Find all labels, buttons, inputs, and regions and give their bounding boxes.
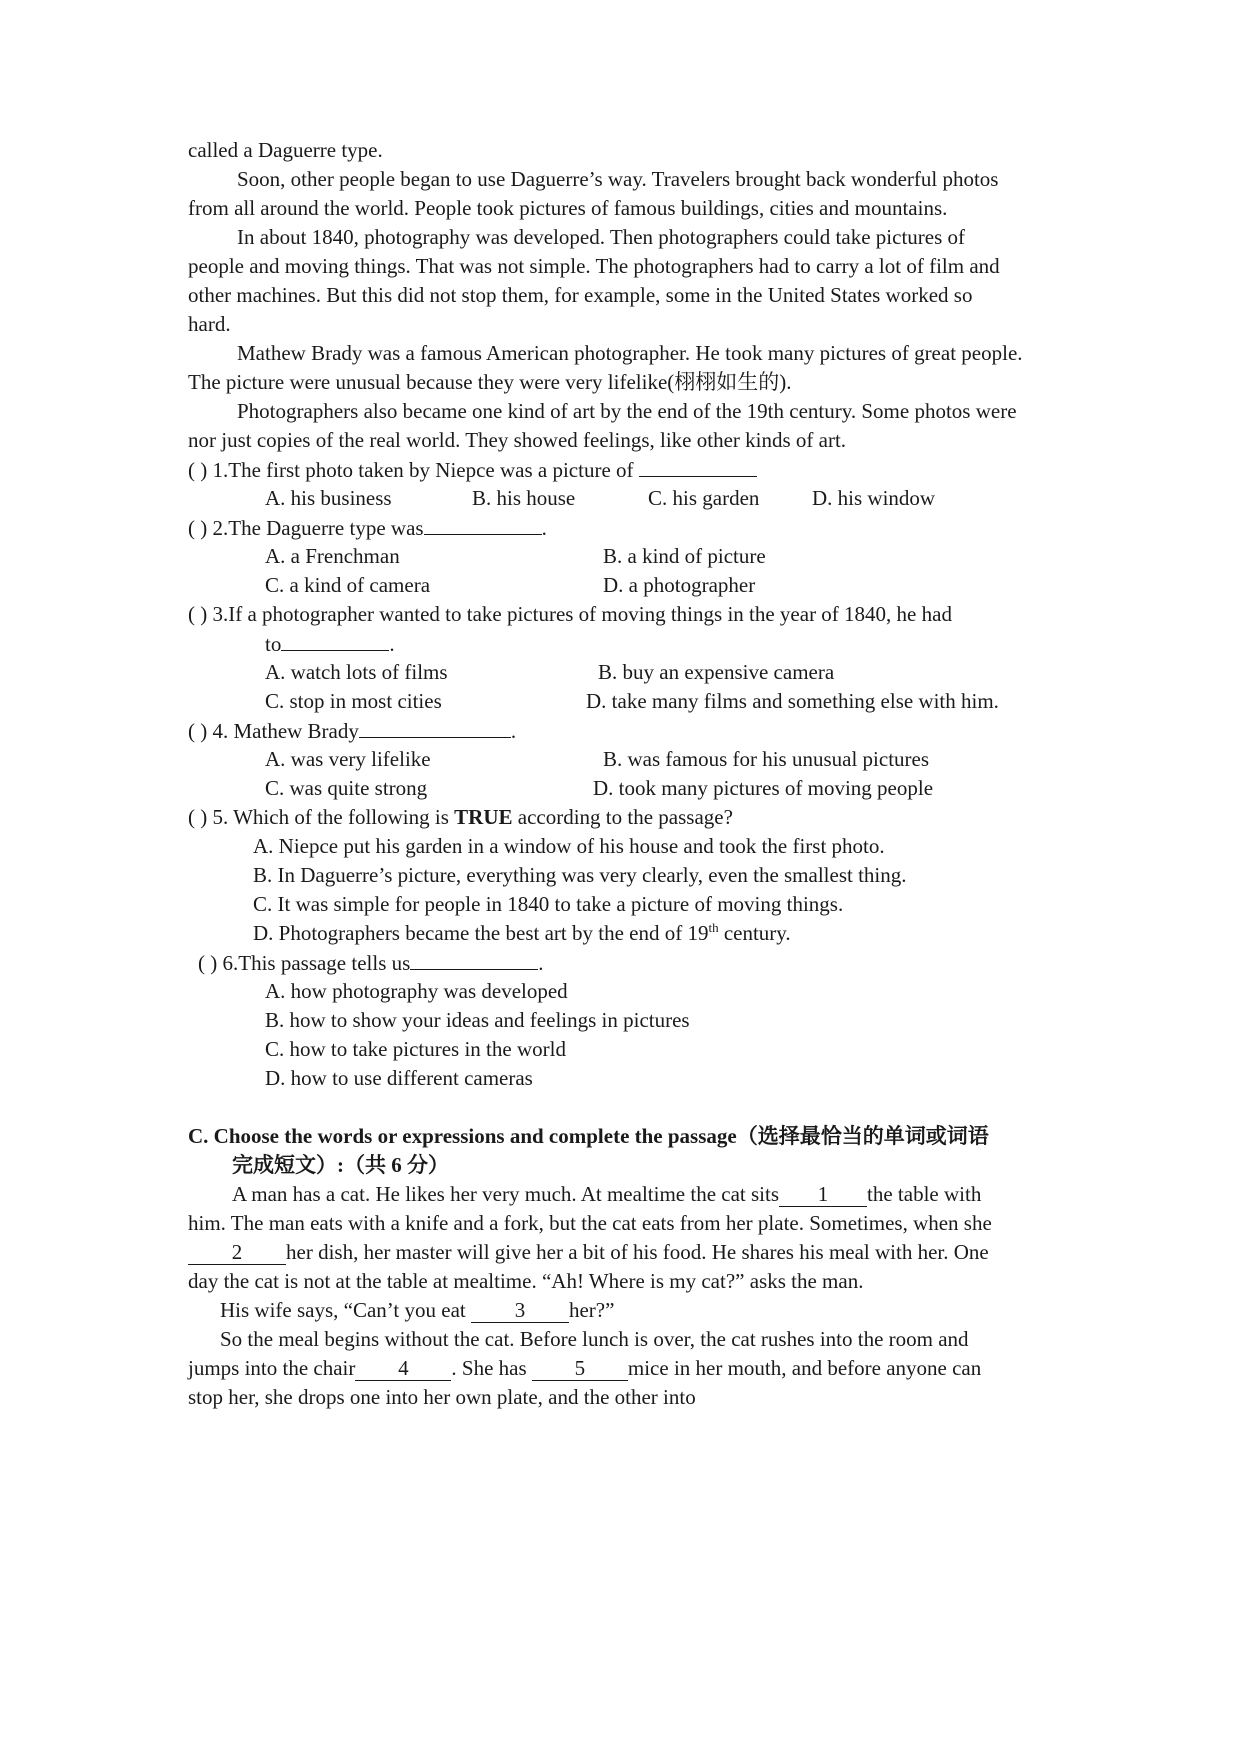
question-5-stem-end: according to the passage? <box>512 805 733 829</box>
q6-option-d: D. how to use different cameras <box>265 1066 533 1090</box>
passage-line: called a Daguerre type. <box>188 138 383 162</box>
section-c-heading-cont: 完成短文）:（共 6 分） <box>232 1153 449 1177</box>
passage-line: In about 1840, photography was developed. Then photographers could take pictures of <box>237 225 966 249</box>
q6-option-a: A. how photography was developed <box>265 979 568 1003</box>
cloze-text: her?” <box>568 1298 615 1322</box>
passage-line: Photographers also became one kind of art by the end of the 19th century. Some photos were <box>237 399 1017 423</box>
answer-blank[interactable] <box>281 628 389 651</box>
cloze-blank-1[interactable]: 1 <box>779 1182 867 1207</box>
answer-blank[interactable] <box>424 512 542 535</box>
answer-blank[interactable] <box>359 715 511 738</box>
q1-option-b: B. his house <box>472 486 576 510</box>
q5-option-b: B. In Daguerre’s picture, everything was very clearly, even the smallest thing. <box>253 863 907 887</box>
q5-option-d-text: D. Photographers became the best art by the end of 19 <box>253 921 709 945</box>
passage-line: nor just copies of the real world. They showed feelings, like other kinds of art. <box>188 428 847 452</box>
passage-line: Mathew Brady was a famous American photographer. He took many pictures of great people. <box>237 341 1023 365</box>
question-2 <box>188 512 547 542</box>
question-2-stem: ( ) 2.The Daguerre type was <box>188 516 424 540</box>
period: . <box>541 516 547 540</box>
q6-option-b: B. how to show your ideas and feelings in pictures <box>265 1008 690 1032</box>
cloze-text: her dish, her master will give her a bit of his food. He shares his meal with her. One <box>286 1240 989 1264</box>
cloze-blank-4[interactable]: 4 <box>355 1356 451 1381</box>
cloze-text: . She has <box>451 1356 532 1380</box>
q4-option-d: D. took many pictures of moving people <box>593 776 934 800</box>
question-5 <box>188 802 733 832</box>
cloze-line <box>220 1295 614 1325</box>
question-1 <box>188 454 757 484</box>
q3-option-c: C. stop in most cities <box>265 689 442 713</box>
q4-option-a: A. was very lifelike <box>265 747 431 771</box>
q5-option-d-end: century. <box>718 921 791 945</box>
passage-line: other machines. But this did not stop them, for example, some in the United States worked so <box>188 283 973 307</box>
emphasis-true: TRUE <box>454 805 513 829</box>
q3-option-b: B. buy an expensive camera <box>598 660 835 684</box>
cloze-blank-5[interactable]: 5 <box>532 1356 628 1381</box>
question-6 <box>198 947 544 977</box>
q1-option-a: A. his business <box>265 486 392 510</box>
question-3-cont <box>265 628 395 658</box>
question-6-stem: ( ) 6.This passage tells us <box>198 951 411 975</box>
cloze-line: day the cat is not at the table at mealtime. “Ah! Where is my cat?” asks the man. <box>188 1269 864 1293</box>
passage-line: hard. <box>188 312 231 336</box>
cloze-line <box>232 1179 981 1209</box>
question-3: ( ) 3.If a photographer wanted to take pictures of moving things in the year of 1840, he had <box>188 602 952 626</box>
q2-option-d: D. a photographer <box>603 573 756 597</box>
cloze-line: stop her, she drops one into her own plate, and the other into <box>188 1385 696 1409</box>
q5-option-a: A. Niepce put his garden in a window of his house and took the first photo. <box>253 834 885 858</box>
cloze-blank-2[interactable]: 2 <box>188 1240 286 1265</box>
q5-option-d <box>253 918 791 948</box>
passage-line: from all around the world. People took pictures of famous buildings, cities and mountains. <box>188 196 948 220</box>
passage-line: Soon, other people began to use Daguerre’s way. Travelers brought back wonderful photos <box>237 167 999 191</box>
q4-option-c: C. was quite strong <box>265 776 428 800</box>
question-4-stem: ( ) 4. Mathew Brady <box>188 719 359 743</box>
q1-option-c: C. his garden <box>648 486 760 510</box>
cloze-text: jumps into the chair <box>188 1356 356 1380</box>
cloze-line: So the meal begins without the cat. Before lunch is over, the cat rushes into the room and <box>220 1327 969 1351</box>
answer-blank[interactable] <box>639 454 757 477</box>
q4-option-b: B. was famous for his unusual pictures <box>603 747 930 771</box>
cloze-text: mice in her mouth, and before anyone can <box>627 1356 982 1380</box>
question-4 <box>188 715 516 745</box>
question-5-stem: ( ) 5. Which of the following is <box>188 805 455 829</box>
period: . <box>538 951 544 975</box>
period: . <box>510 719 517 743</box>
q2-option-c: C. a kind of camera <box>265 573 431 597</box>
q2-option-a: A. a Frenchman <box>265 544 400 568</box>
passage-line: The picture were unusual because they were very lifelike(栩栩如生的). <box>188 370 792 394</box>
q6-option-c: C. how to take pictures in the world <box>265 1037 566 1061</box>
q3-option-a: A. watch lots of films <box>265 660 448 684</box>
question-1-stem: ( ) 1.The first photo taken by Niepce was a picture of <box>188 458 639 482</box>
q5-option-c: C. It was simple for people in 1840 to take a picture of moving things. <box>253 892 844 916</box>
question-3-cont-text: to <box>265 632 282 656</box>
passage-line: people and moving things. That was not simple. The photographers had to carry a lot of film and <box>188 254 1000 278</box>
cloze-text: A man has a cat. He likes her very much. At mealtime the cat sits <box>232 1182 780 1206</box>
q1-option-d: D. his window <box>812 486 936 510</box>
q3-option-d: D. take many films and something else with him. <box>586 689 999 713</box>
period: . <box>389 632 395 656</box>
cloze-text: the table with <box>867 1182 982 1206</box>
cloze-line <box>188 1353 981 1383</box>
cloze-line: him. The man eats with a knife and a fork, but the cat eats from her plate. Sometimes, when she <box>188 1211 992 1235</box>
cloze-line <box>188 1237 989 1267</box>
cloze-blank-3[interactable]: 3 <box>471 1298 569 1323</box>
cloze-text: His wife says, “Can’t you eat <box>220 1298 471 1322</box>
answer-blank[interactable] <box>410 947 538 970</box>
section-c-heading: C. Choose the words or expressions and complete the passage（选择最恰当的单词或词语 <box>188 1124 989 1148</box>
superscript-th: th <box>708 920 719 935</box>
q2-option-b: B. a kind of picture <box>603 544 766 568</box>
